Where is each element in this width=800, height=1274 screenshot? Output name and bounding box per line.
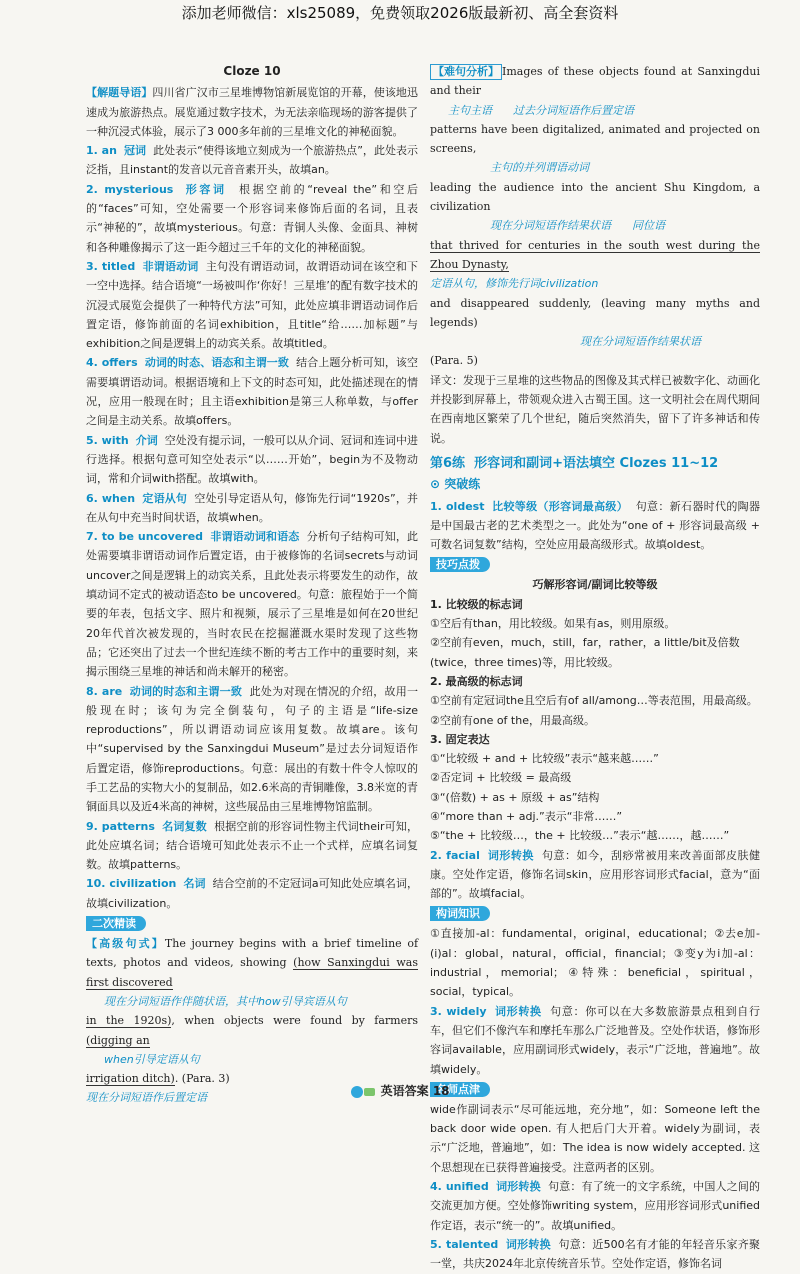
answer-category: 定语从句	[142, 491, 188, 505]
answer-explanation: 空处引导定语从句，修饰先行词“1920s”，并在从句中充当时间状语，故填when。	[86, 491, 419, 524]
answer-item	[86, 431, 418, 489]
answer-category: 名词	[183, 877, 206, 891]
answer-item	[430, 846, 760, 904]
answer-explanation: 主句没有谓语动词，故谓语动词在该空和下一空中选择。结合语境“一场被叫作‘你好！三星堆’的配有数字技术的沉浸式展览会提供了一种特代方法”可知，此处应填非谓语动词作后置定语，修饰前面的名词exhibition，且title“给……加标题”与exhibition之间是逻辑上的动宾关系。故填titled。	[86, 259, 419, 351]
answer-explanation: 句意：你可以在大多数旅游景点租到自行车，但它们不像汽车和摩托车那么广泛地普及。空处作状语，修饰形容词available，应用副词形式widely，表示“广泛地，普遍地”。故填widely。	[430, 1004, 761, 1076]
tip-line: ⑤“the + 比较级…，the + 比较级…”表示“越……，越……”	[430, 829, 730, 843]
grammar-note: 定语从句，修饰先行词civilization	[430, 277, 599, 291]
section-title: 形容词和副词+语法填空 Clozes 11~12	[474, 455, 719, 471]
teacher-text: wide作副词表示“尽可能远地，充分地”，如：Someone left the back door wide open. 有人把后门大开着。widely为副词，表示“广泛地，普遍地”，如：The idea is now widely accepted. 这个思想现在已获得普遍接受。注意两者的区别。	[430, 1102, 760, 1174]
answer-number: 7. to be uncovered	[86, 530, 204, 544]
answer-item	[86, 257, 418, 353]
answer-category: 词形转换	[505, 1237, 551, 1251]
answer-category: 冠词	[124, 144, 147, 158]
answer-item	[86, 489, 418, 528]
advanced-tag: 【高级句式】	[86, 937, 165, 951]
para-ref: (Para. 5)	[430, 354, 478, 368]
answer-number: 3. titled	[86, 259, 136, 273]
tips-title: 巧解形容词/副词比较等级	[532, 578, 658, 592]
answer-explanation: 句意：新石器时代的陶器是中国最古老的艺术类型之一。此处为“one of + 形容词最高级 + 可数名词复数”结构，空处应用最高级形式。故填oldest。	[430, 499, 760, 552]
answer-category: 词形转换	[496, 1180, 541, 1194]
answer-explanation: 此处为对现在情况的介绍，故用一般现在时；该句为完全倒装句，句子的主语是“life-size reproductions”，所以谓语动词应该用复数。故填are。该句中“supervised by the Sanxingdui Museum”是过去分词短语作后置定语，修饰reproductions。句意：展出的有数十件令人惊叹的手工艺品的实物大小的复制品，如2.6米高的青铜雕像，3.8米宽的青铜面具以及近4米高的神树，这些展品由三星堆博物馆监制。	[86, 684, 418, 814]
teacher-bar: 名师点津	[430, 1082, 490, 1097]
translation: 译文：发现于三星堆的这些物品的图像及其式样已被数字化、动画化并投影到屏幕上，带领观众进入古蜀王国。这一文明社会在周代期间在西南地区繁荣了几个世纪，随后突然消失，留下了许多神话和传说。	[430, 373, 760, 445]
answer-number: 4. unified	[430, 1180, 489, 1194]
intro-tag: 【解题导语】	[86, 86, 153, 100]
answer-number: 3. widely	[430, 1004, 487, 1018]
answer-item	[86, 353, 418, 430]
answer-category: 介词	[135, 433, 158, 447]
answer-item	[86, 527, 418, 681]
answer-category: 比较等级（形容词最高级）	[492, 499, 629, 513]
second-read-bar: 二次精读	[86, 916, 146, 931]
note-part: 现在分词短语作结果状语	[490, 219, 611, 233]
answer-list-right	[430, 497, 760, 555]
intro-text: 四川省广汉市三星堆博物馆新展览馆的开幕，使该地迅速成为旅游热点。展览通过数字技术，为无法亲临现场的游客提供了一种沉浸式体验，展示了3 000多年前的三星堆文化的神秘面貌。	[86, 86, 419, 138]
answer-item	[430, 1177, 760, 1235]
tip-line: ②空前有even，much，still，far，rather，a little/bit及倍数(twice，three times)等，用比较级。	[430, 636, 740, 669]
tip-heading: 1. 比较级的标志词	[430, 597, 523, 611]
answer-number: 5. talented	[430, 1237, 499, 1251]
answer-category: 词形转换	[487, 848, 534, 862]
section-number: 第6练	[430, 455, 466, 471]
answer-number: 1. an	[86, 144, 117, 158]
grammar-note: 现在分词短语作伴随状语，其中how引导宾语从句	[104, 994, 347, 1008]
answer-number: 8. are	[86, 684, 123, 698]
answer-item	[430, 1235, 760, 1274]
tip-heading: 3. 固定表达	[430, 732, 490, 746]
note-part: 主句主语	[448, 103, 492, 117]
knowledge-bar: 构词知识	[430, 906, 490, 921]
advanced-sentence	[86, 934, 418, 992]
answer-explanation: 此处表示“使得该地立刻成为一个旅游热点”，此处表示泛指，且instant的发音以元音音素开头，故填an。	[86, 144, 419, 177]
sentence-line: and disappeared suddenly, (leaving many myths and legends)	[430, 296, 760, 329]
grammar-note	[430, 216, 760, 235]
answer-number: 5. with	[86, 433, 129, 447]
sentence-part: The journey begins with a brief timeline of texts, photos and videos, showing	[86, 937, 419, 970]
cloze-title: Cloze 10	[223, 64, 281, 78]
breakthrough-heading: ⊙ 突破练	[430, 477, 481, 492]
answer-explanation: 结合上题分析可知，该空需要填谓语动词。根据语境和上下文的时态可知，此处描述现在的情况，应用一般现在时；且主语exhibition是第三人称单数，与offer之间是主动关系。故填offers。	[86, 356, 419, 428]
answer-number: 2. facial	[430, 848, 480, 862]
answer-item	[430, 497, 760, 555]
answer-explanation: 根据空前的形容词性物主代词their可知，此处应填名词；结合语境可知此处表示不止一个式样，应填名词复数。故填patterns。	[86, 819, 419, 872]
answer-category: 形容词	[185, 182, 227, 196]
grammar-note: 主句的并列谓语动词	[490, 161, 589, 175]
footer-text: 英语答案 18	[380, 1084, 450, 1098]
sentence-part: irrigation ditch)	[86, 1072, 175, 1086]
answer-category: 名词复数	[162, 819, 207, 833]
difficult-sentence	[430, 62, 760, 101]
sentence-part: , when objects were found by farmers	[171, 1014, 419, 1028]
publisher-logo-icon	[350, 1085, 376, 1099]
tip-line: ①“比较级 + and + 比较级”表示“越来越……”	[430, 752, 659, 766]
answer-category: 动词的时态和主谓一致	[129, 684, 243, 698]
answer-explanation: 分析句子结构可知，此处需要填非谓语动词作后置定语，由于被修饰的名词secrets与动词uncover之间是逻辑上的动宾关系，且此处表示将要发生的动作，故填动词不定式的被动语态to be uncovered。句意：旅程始于一个简要的年表，包括文字、照片和视频，展示了三星堆是如何在20世纪20年代首次被发现的，当时农民在挖掘灌溉水渠时发现了这些物品；它还突出了过去一个世纪连续不断的考古工作中的重要时刻，来揭示围绕三星堆的神话和尚未解开的秘密。	[86, 530, 419, 679]
answer-number: 2. mysterious	[86, 182, 174, 196]
answer-item	[86, 682, 418, 817]
answer-item	[86, 817, 418, 875]
top-banner: 添加老师微信：xls25089，免费领取2026版最新初、高全套资料	[181, 4, 619, 22]
answer-number: 1. oldest	[430, 499, 485, 513]
sentence-part: (digging an	[86, 1033, 150, 1047]
answer-explanation: 根据空前的“reveal the”和空后的“faces”可知，空处需要一个形容词来修饰后面的名词，且表示“神秘的”，故填mysterious。句意：青铜人头像、金面具、神树和各种雕像揭示了这一距今超过三千年的文化的神秘面貌。	[86, 182, 419, 254]
answer-number: 9. patterns	[86, 819, 155, 833]
answer-number: 4. offers	[86, 356, 138, 370]
note-part: 同位语	[631, 219, 665, 233]
sentence-part: in the 1920s)	[86, 1014, 172, 1028]
tip-line: ②否定词 + 比较级 = 最高级	[430, 771, 572, 785]
sentence-line	[430, 236, 760, 275]
answer-explanation: 句意：有了统一的文字系统，中国人之间的交流更加方便。空处修饰writing system，应用形容词形式unified作定语，表示“统一的”。故填unified。	[430, 1180, 760, 1232]
answer-number: 6. when	[86, 491, 136, 505]
tip-line: ①空后有than，用比较级。如果有as，则用原级。	[430, 617, 676, 631]
answer-item	[430, 1002, 760, 1079]
breakthrough-label: 突破练	[444, 477, 481, 492]
grammar-note	[430, 101, 760, 120]
answer-item	[86, 874, 418, 913]
answer-category: 非谓语动词	[142, 259, 199, 273]
sentence-part: that thrived for centuries in the south west during the Zhou Dynasty,	[430, 238, 760, 271]
answer-explanation: 句意：如今，刮痧常被用来改善面部皮肤健康。空处作定语，修饰名词skin，应用形容词形式facial，意为“面部的”。故填facial。	[430, 848, 761, 901]
tip-line: ②空前有one of the，用最高级。	[430, 713, 595, 727]
sentence-part: (how Sanxingdui was first discovered	[86, 956, 419, 989]
grammar-note: 现在分词短语作后置定语	[86, 1091, 207, 1105]
sentence-part: Images of these objects found at Sanxingdui and their	[430, 65, 760, 98]
answer-explanation: 空处没有提示词，一般可以从介词、冠词和连词中进行选择。根据句意可知空处表示“以……开始”，begin为不及物动词，常和介词with搭配。故填with。	[86, 433, 419, 486]
tip-line: ③“(倍数) + as + 原级 + as”结构	[430, 790, 600, 804]
answer-category: 词形转换	[494, 1004, 542, 1018]
section-heading	[430, 454, 760, 473]
grammar-note: 现在分词短语作结果状语	[580, 335, 701, 349]
tip-heading: 2. 最高级的标志词	[430, 674, 523, 688]
answer-explanation: 结合空前的不定冠词a可知此处应填名词，故填civilization。	[86, 877, 419, 910]
left-column	[86, 62, 418, 1108]
answer-number: 10. civilization	[86, 877, 177, 891]
intro-paragraph	[86, 83, 418, 141]
answer-item	[86, 141, 418, 180]
answer-item	[86, 180, 418, 257]
tip-line: ①空前有定冠词the且空后有of all/among…等表范围，用最高级。	[430, 694, 758, 708]
answer-category: 动词的时态、语态和主谓一致	[144, 356, 289, 370]
answer-explanation: 句意：近500名有才能的年轻音乐家齐聚一堂，共庆2024年北京传统音乐节。空处作定语，修饰名词	[430, 1237, 761, 1271]
answer-list	[86, 141, 418, 913]
advanced-sentence-cont	[86, 1011, 418, 1050]
sentence-line: patterns have been digitalized, animated and projected on screens,	[430, 122, 760, 156]
tips-bar: 技巧点拨	[430, 557, 490, 572]
tip-line: ④“more than + adj.”表示“非常……”	[430, 809, 623, 823]
page-footer	[0, 1082, 800, 1099]
sentence-line: leading the audience into the ancient Shu Kingdom, a civilization	[430, 180, 760, 214]
grammar-note: when引导定语从句	[104, 1052, 200, 1066]
difficult-tag: 【难句分析】	[430, 64, 502, 80]
knowledge-text: ①直接加-al：fundamental，original，educational；②去e加-(i)al：global，natural，official，financial；③变y为i加-al：industrial，memorial；④特殊：beneficial，spiritual，social，typical。	[430, 927, 760, 999]
note-part: 过去分词短语作后置定语	[512, 103, 634, 117]
para-ref: . (Para. 3)	[174, 1072, 230, 1086]
answer-category: 非谓语动词和语态	[210, 530, 300, 544]
